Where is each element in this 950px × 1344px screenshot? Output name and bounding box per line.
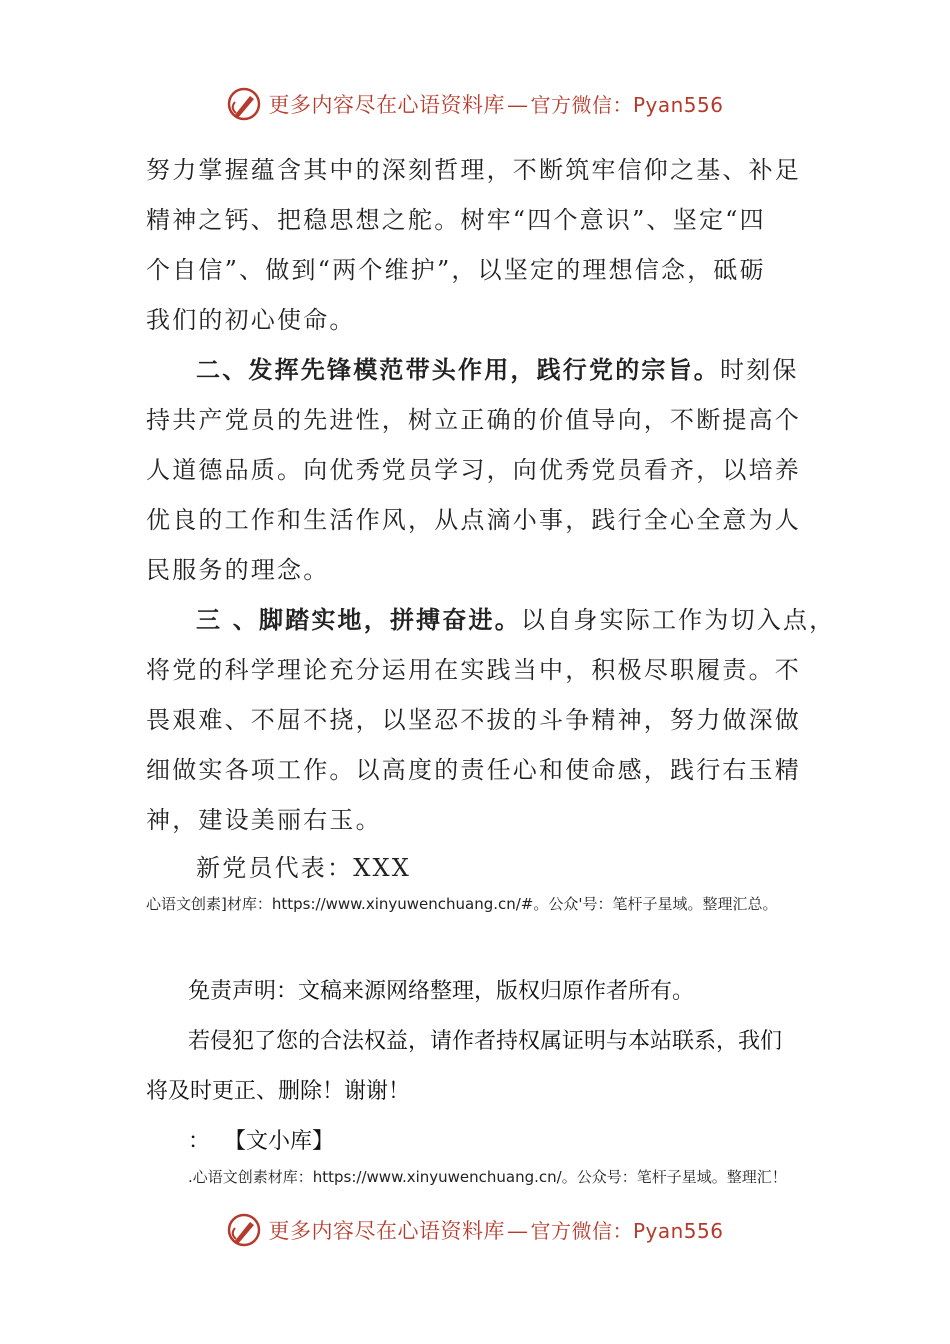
header-banner — [0, 84, 950, 124]
disclaimer-line: 若侵犯了您的合法权益，请作者持权属证明与本站联系，我们 — [188, 1029, 783, 1054]
disclaimer-line: 免责声明：文稿来源网络整理，版权归原作者所有。 — [188, 979, 695, 1004]
footer-banner — [0, 1210, 950, 1250]
section-2-first-line: 二、发挥先锋模范带头作用，践行党的宗旨。时刻保 — [196, 356, 799, 384]
body-line: 优良的工作和生活作风，从点滴小事，践行全心全意为人 — [146, 506, 801, 534]
source-note: .心语文创素材库：https://www.xinyuwenchuang.cn/。公众号：笔杆子星域。整理汇！ — [188, 1168, 787, 1186]
wenxiaoku-tag: ： 【文小库】 — [188, 1129, 335, 1154]
banner-text: 更多内容尽在心语资料库— 官方微信：Pyan556 — [268, 93, 724, 117]
banner-text: 更多内容尽在心语资料库— 官方微信：Pyan556 — [268, 1219, 724, 1243]
source-note: 心语文创素]材库：https://www.xinyuwenchuang.cn/#。公众'号：笔杆子星域。整理汇总。 — [146, 895, 778, 913]
body-line: 精神之钙、把稳思想之舵。树牢“四个意识”、坚定“四 — [146, 206, 766, 234]
body-line: 我们的初心使命。 — [146, 306, 356, 334]
body-line: 人道德品质。向优秀党员学习，向优秀党员看齐，以培养 — [146, 456, 801, 484]
section-3-first-line: 三 、脚踏实地，拼搏奋进。以自身实际工作为切入点， — [196, 606, 836, 634]
signature: 新党员代表：XXX — [196, 854, 412, 882]
body-line: 个自信”、做到“两个维护”，以坚定的理想信念，砥砺 — [146, 256, 766, 284]
body-line: 细做实各项工作。以高度的责任心和使命感，践行右玉精 — [146, 756, 801, 784]
disclaimer-line: 将及时更正、删除！谢谢！ — [146, 1079, 411, 1104]
body-line: 将党的科学理论充分运用在实践当中，积极尽职履责。不 — [146, 656, 801, 684]
body-line: 神，建设美丽右玉。 — [146, 806, 382, 834]
body-line: 民服务的理念。 — [146, 556, 330, 584]
body-line: 畏艰难、不屈不挠，以坚忍不拔的斗争精神，努力做深做 — [146, 706, 801, 734]
pen-logo-icon — [226, 1212, 262, 1248]
pen-logo-icon — [226, 86, 262, 122]
body-line: 持共产党员的先进性，树立正确的价值导向，不断提高个 — [146, 406, 801, 434]
section-3-heading: 三 、脚踏实地，拼搏奋进。 — [196, 606, 521, 634]
section-2-heading: 二、发挥先锋模范带头作用，践行党的宗旨。 — [196, 356, 720, 384]
body-line: 努力掌握蕴含其中的深刻哲理，不断筑牢信仰之基、补足 — [146, 156, 801, 184]
